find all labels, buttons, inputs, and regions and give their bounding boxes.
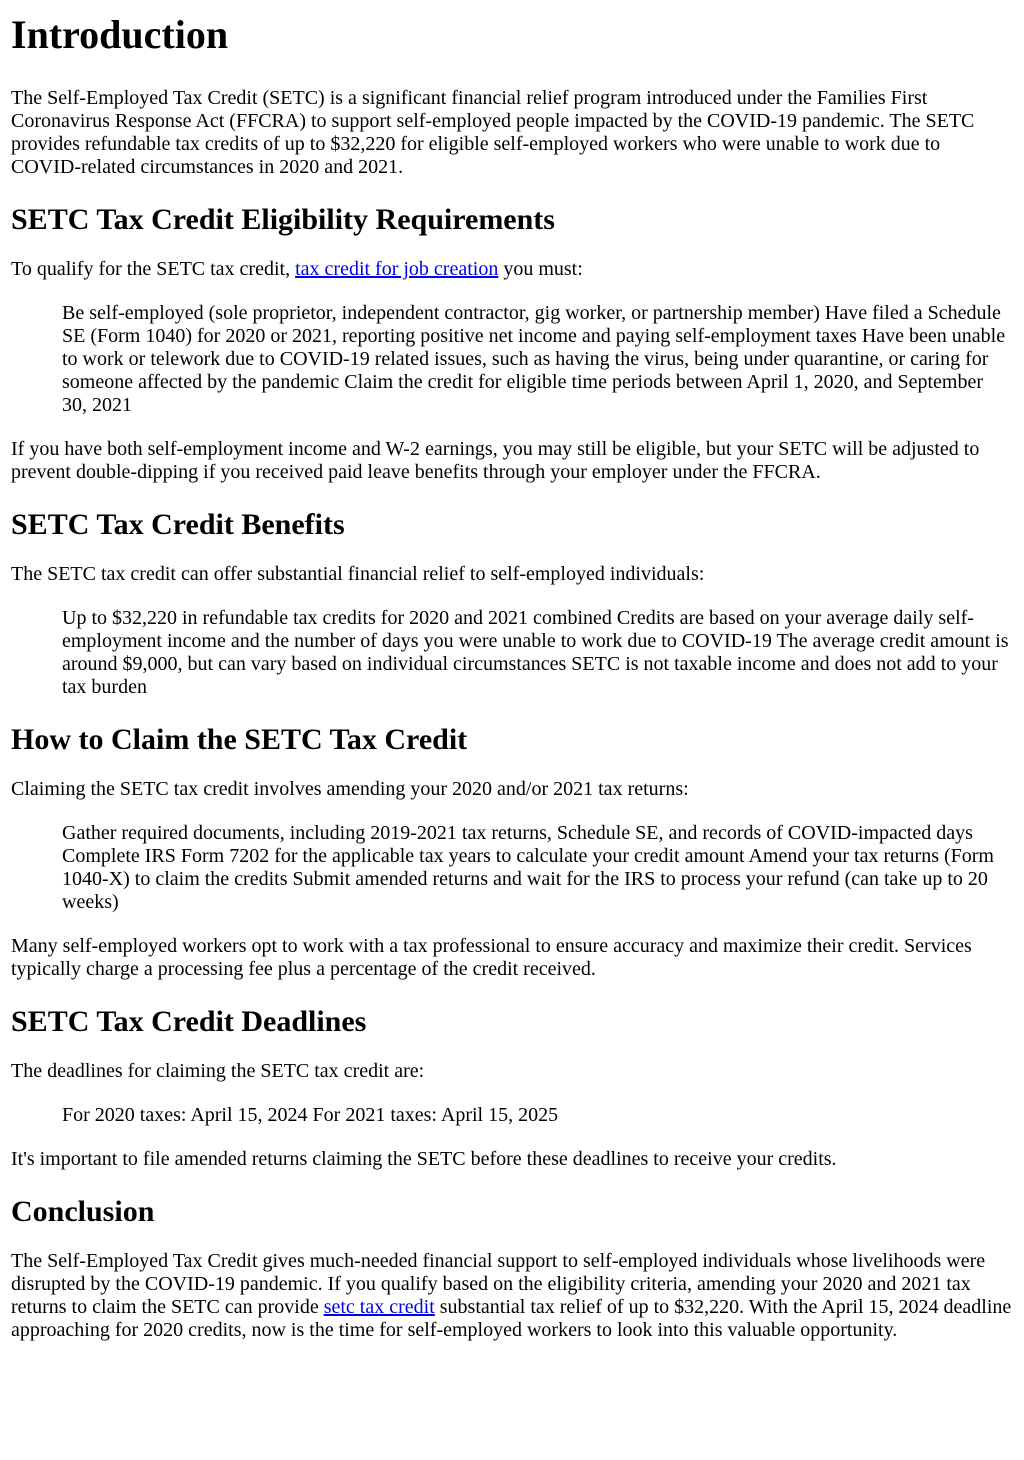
claim-steps-quote: Gather required documents, including 2019-2021 tax returns, Schedule SE, and records of COVID-impacted days Complete IRS Form 7202 for the applicable tax years to calculate your credit amount Amend your tax returns (Form 1040-X) to claim the credits Submit amended returns and wait for the IRS to process your refund (can take up to 20 weeks) [62, 822, 994, 913]
eligibility-requirements-quote: Be self-employed (sole proprietor, independent contractor, gig worker, or partnership member) Have filed a Schedule SE (Form 1040) for 2020 or 2021, reporting positive net income and paying self-employment taxes Have been unable to work or telework due to COVID-19 related issues, such as having the virus, being under quarantine, or caring for someone affected by the pandemic Claim the credit for eligible time periods between April 1, 2020, and September 30, 2021 [62, 302, 1006, 416]
intro-paragraph: The Self-Employed Tax Credit (SETC) is a significant financial relief program introduced under the Families First Coronavirus Response Act (FFCRA) to support self-employed people impacted by the COVID-19 pandemic. The SETC provides refundable tax credits of up to $32,220 for eligible self-employed workers who were unable to work due to COVID-related circumstances in 2020 and 2021. [11, 87, 975, 178]
eligibility-followup: If you have both self-employment income and W-2 earnings, you may still be eligible, but your SETC will be adjusted to prevent double-dipping if you received paid leave benefits through your employer under the FFCRA. [11, 438, 980, 483]
conclusion-heading: Conclusion [11, 1195, 155, 1228]
conclusion-paragraph [11, 1250, 1012, 1342]
deadlines-followup: It's important to file amended returns claiming the SETC before these deadlines to receive your credits. [11, 1148, 837, 1170]
job-creation-credit-link[interactable]: tax credit for job creation [295, 258, 499, 280]
eligibility-heading: SETC Tax Credit Eligibility Requirements [11, 203, 555, 236]
deadlines-lead: The deadlines for claiming the SETC tax credit are: [11, 1060, 425, 1082]
article [0, 12, 1024, 1342]
benefits-lead: The SETC tax credit can offer substantial financial relief to self-employed individuals: [11, 563, 705, 585]
eligibility-lead [11, 258, 1012, 281]
page-title: Introduction [11, 12, 229, 57]
eligibility-lead-suffix: you must: [498, 258, 583, 280]
benefits-quote: Up to $32,220 in refundable tax credits for 2020 and 2021 combined Credits are based on your average daily self-employment income and the number of days you were unable to work due to COVID-19 The average credit amount is around $9,000, but can vary based on individual circumstances SETC is not taxable income and does not add to your tax burden [62, 607, 1009, 698]
conclusion-text: The Self-Employed Tax Credit gives much-needed financial support to self-employed individuals whose livelihoods were disrupted by the COVID-19 pandemic. If you qualify based on the eligibility criteria, amending your 2020 and 2021 tax returns to claim the SETC can provide [11, 1250, 986, 1318]
deadlines-heading: SETC Tax Credit Deadlines [11, 1005, 367, 1038]
claim-followup: Many self-employed workers opt to work with a tax professional to ensure accuracy and maximize their credit. Services typically charge a processing fee plus a percentage of the credit received. [11, 935, 972, 980]
setc-tax-credit-link[interactable]: setc tax credit [323, 1296, 435, 1318]
claim-lead: Claiming the SETC tax credit involves amending your 2020 and/or 2021 tax returns: [11, 778, 689, 800]
deadlines-quote: For 2020 taxes: April 15, 2024 For 2021 taxes: April 15, 2025 [62, 1104, 559, 1126]
benefits-heading: SETC Tax Credit Benefits [11, 508, 345, 541]
eligibility-lead-text: To qualify for the SETC tax credit, [11, 258, 296, 280]
claim-heading: How to Claim the SETC Tax Credit [11, 723, 468, 756]
conclusion-text-end: substantial tax relief of up to $32,220. With the April 15, 2024 deadline approaching for 2020 credits, now is the time for self-employed workers to look into this valuable opportunity. [11, 1296, 1012, 1341]
